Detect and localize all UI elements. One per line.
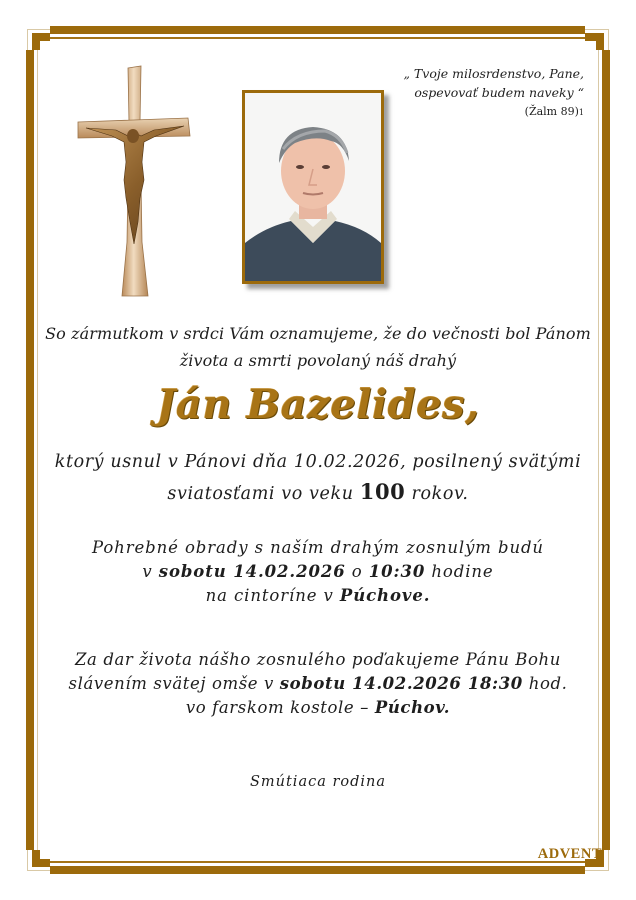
deceased-name: Ján Bazelides, (156, 381, 480, 428)
intro-line-2: života a smrti povolaný náš drahý (179, 351, 457, 370)
frame-right-line (598, 50, 599, 850)
frame-bottom-band (50, 866, 585, 874)
mass-place: Púchov. (374, 698, 451, 717)
mass-line-3: vo farskom kostole – Púchov. (185, 698, 451, 717)
psalm-quote (403, 64, 584, 122)
funeral-line-3: na cintoríne v Púchove. (205, 586, 431, 605)
crucifix-icon (76, 62, 194, 298)
brand-logo-text: ADVENT (537, 846, 602, 862)
portrait-frame (242, 90, 384, 284)
death-info (40, 447, 596, 509)
frame-right-band (602, 50, 610, 850)
frame-top-band (50, 26, 585, 34)
signature: Smútiaca rodina (249, 774, 387, 790)
funeral-info (40, 536, 596, 608)
funeral-place: Púchove. (339, 586, 431, 605)
funeral-time: 10:30 (368, 562, 426, 581)
funeral-line-2: v sobotu 14.02.2026 o 10:30 hodine (142, 562, 494, 581)
frame-left-line (37, 50, 38, 850)
frame-top-line (50, 37, 585, 39)
funeral-line-1: Pohrebné obrady s naším drahým zosnulým budú (92, 538, 544, 557)
announcement-intro (40, 320, 596, 374)
funeral-day: sobotu 14.02.2026 (158, 562, 346, 581)
death-line-2: sviatosťami vo veku 100 rokov. (167, 479, 469, 504)
portrait-photo (245, 93, 381, 281)
death-line-1: ktorý usnul v Pánovi dňa 10.02.2026, posilnený svätými (54, 452, 582, 472)
mass-line-1: Za dar života nášho zosnulého poďakujeme Pánu Bohu (74, 650, 561, 669)
frame-left-band (26, 50, 34, 850)
mass-datetime: sobotu 14.02.2026 18:30 (279, 674, 523, 693)
quote-line-2: ospevovať budem naveky “ (414, 85, 584, 100)
frame-bottom-line (50, 861, 585, 863)
quote-line-1: „ Tvoje milosrdenstvo, Pane, (403, 66, 584, 81)
quote-reference: (Žalm 89)1 (524, 105, 584, 118)
mass-info (40, 648, 596, 720)
age-value: 100 (359, 479, 406, 504)
intro-line-1: So zármutkom v srdci Vám oznamujeme, že do večnosti bol Pánom (45, 324, 591, 343)
mass-line-2: slávením svätej omše v sobotu 14.02.2026 18:30 hod. (68, 674, 568, 693)
